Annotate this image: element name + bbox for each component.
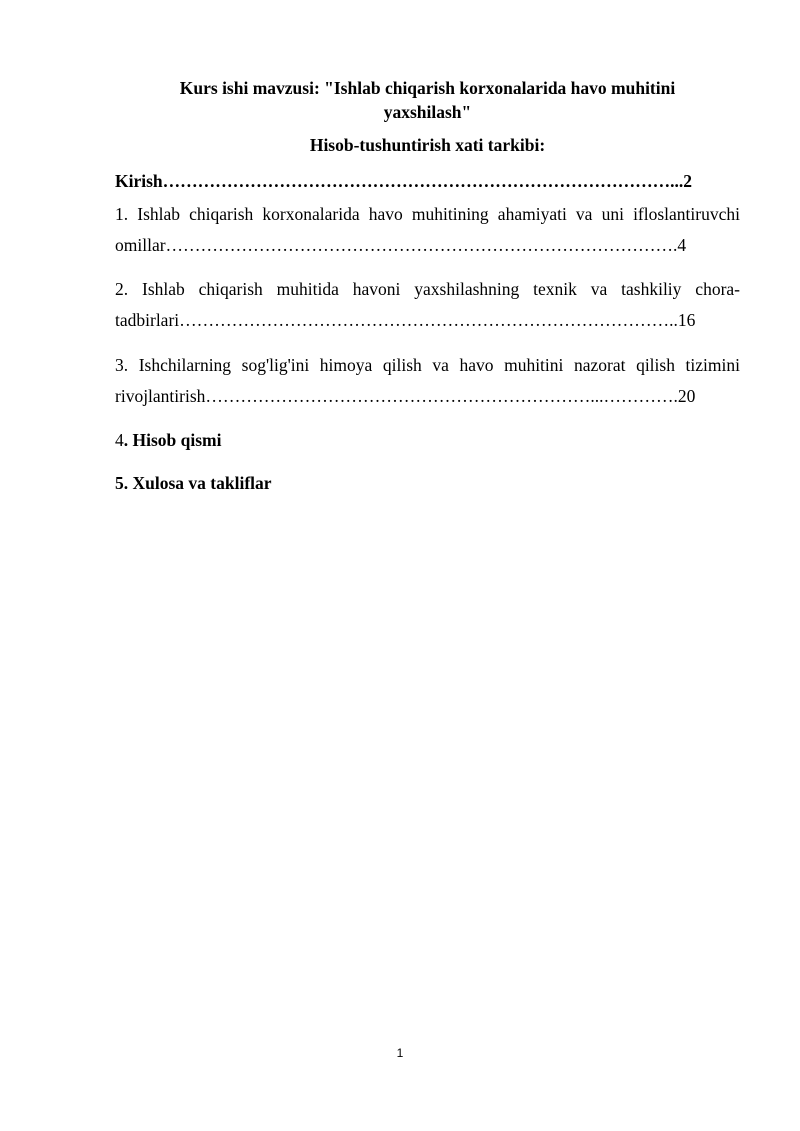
toc-item-3-line-2: rivojlantirish…………………………………………………………...………….20 xyxy=(115,386,696,406)
toc-item-1-line-1: 1. Ishlab chiqarish korxonalarida havo muhitining ahamiyati va uni ifloslantiruvchi xyxy=(115,204,740,224)
toc-item-1 xyxy=(115,199,740,261)
toc-item-intro: Kirish……………………………………………………………………………...2 xyxy=(115,171,693,191)
toc-item-4 xyxy=(115,429,740,451)
toc-item-3 xyxy=(115,350,740,412)
toc-item-2-line-1: 2. Ishlab chiqarish muhitida havoni yaxshilashning texnik va tashkiliy chora- xyxy=(115,279,740,299)
document-subtitle: Hisob-tushuntirish xati tarkibi: xyxy=(309,135,546,155)
document-title: Kurs ishi mavzusi: "Ishlab chiqarish korxonalarida havo muhitini yaxshilash" xyxy=(179,78,676,122)
toc-item-3-line-1: 3. Ishchilarning sog'lig'ini himoya qilish va havo muhitini nazorat qilish tizimini xyxy=(115,355,740,375)
toc-item-4-label: . Hisob qismi xyxy=(123,430,222,450)
toc-item-1-line-2: omillar…………………………………………………………………………….4 xyxy=(115,235,687,255)
page-number: 1 xyxy=(396,1046,404,1060)
toc-item-5: 5. Xulosa va takliflar xyxy=(115,473,272,493)
toc-item-2-line-2: tadbirlari…………………………………………………………………………..16 xyxy=(115,310,696,330)
toc-item-2 xyxy=(115,274,740,336)
toc-item-4-number: 4 xyxy=(115,430,124,450)
